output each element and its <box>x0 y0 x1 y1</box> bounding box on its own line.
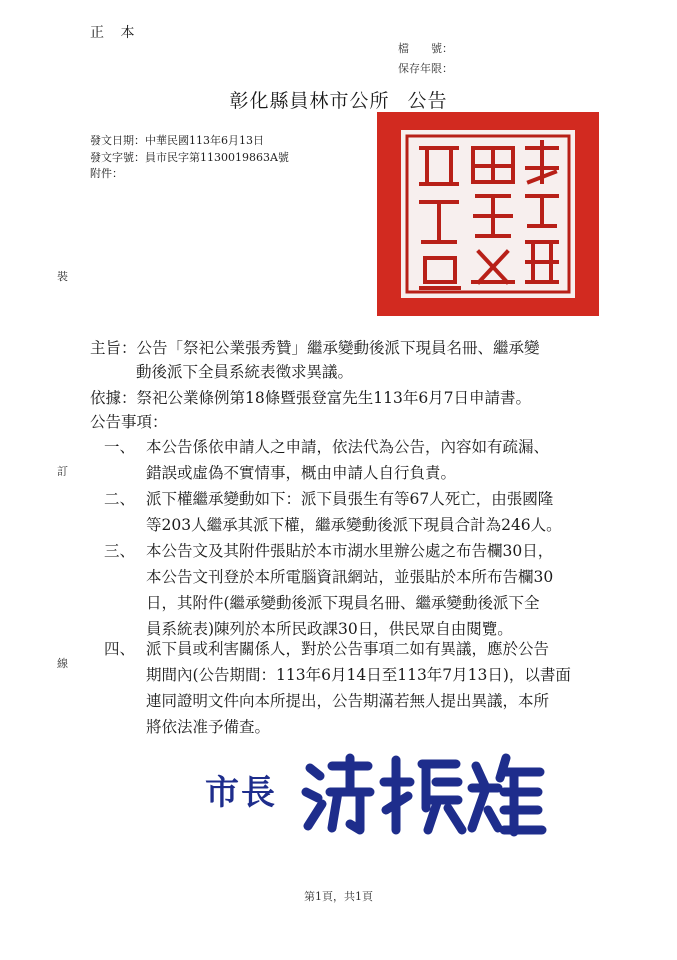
item-line: 錯誤或虛偽不實情事，概由申請人自行負責。 <box>146 464 457 482</box>
basis-text: 祭祀公業條例第18條暨張登富先生113年6月7日申請書。 <box>136 389 532 407</box>
title-type: 公告 <box>407 90 448 112</box>
basis <box>90 386 610 410</box>
issue-reference: 發文字號：員市民字第1130019863A號 <box>90 151 289 164</box>
item-line: 員系統表)陳列於本所民政課30日，供民眾自由閱覽。 <box>146 620 513 638</box>
item-line: 將依法准予備查。 <box>146 718 271 736</box>
item-line: 派下員或利害關係人，對於公告事項二如有異議，應於公告 <box>146 640 550 658</box>
issue-date: 發文日期：中華民國113年6月13日 <box>90 134 264 147</box>
page-number: 第1頁，共1頁 <box>304 890 373 903</box>
binding-mark: 裝 <box>57 270 68 283</box>
binding-mark: 線 <box>57 657 68 670</box>
item-line: 等203人繼承其派下權，繼承變動後派下現員合計為246人。 <box>146 516 562 534</box>
document-title <box>0 86 677 113</box>
item-number: 一、 <box>104 438 136 456</box>
title-org: 彰化縣員林市公所 <box>229 90 390 112</box>
item-line: 本公告文刊登於本所電腦資訊網站，並張貼於本所布告欄30 <box>146 568 554 586</box>
copy-label: 正 本 <box>90 25 141 41</box>
subject-line: 動後派下全員系統表徵求異議。 <box>136 363 354 381</box>
item-line: 派下權繼承變動如下：派下員張生有等67人死亡，由張國隆 <box>146 490 554 508</box>
official-seal-icon <box>377 112 599 316</box>
item-line: 期間內(公告期間：113年6月14日至113年7月13日)，以書面 <box>146 666 571 684</box>
basis-label: 依據： <box>90 389 137 407</box>
binding-mark: 訂 <box>57 465 68 478</box>
item-number: 二、 <box>104 490 136 508</box>
subject-label: 主旨： <box>90 339 137 357</box>
retention-label: 保存年限： <box>398 62 453 75</box>
item-number: 四、 <box>104 640 136 658</box>
item-number: 三、 <box>104 542 136 560</box>
subject-line: 公告「祭祀公業張秀贊」繼承變動後派下現員名冊、繼承變 <box>136 339 540 357</box>
items-label: 公告事項： <box>90 413 168 431</box>
item-line: 日，其附件(繼承變動後派下現員名冊、繼承變動後派下全 <box>146 594 540 612</box>
attachment-label: 附件： <box>90 167 123 180</box>
item-line: 連同證明文件向本所提出，公告期滿若無人提出異議，本所 <box>146 692 550 710</box>
item-line: 本公告文及其附件張貼於本市湖水里辦公處之布告欄30日， <box>146 542 554 560</box>
signatory-title: 市長 <box>205 773 277 813</box>
subject <box>90 336 610 384</box>
item-line: 本公告係依申請人之申請，依法代為公告，內容如有疏漏、 <box>146 438 550 456</box>
signature-stamp-icon <box>300 748 550 838</box>
file-number-label: 檔 號： <box>398 42 453 55</box>
